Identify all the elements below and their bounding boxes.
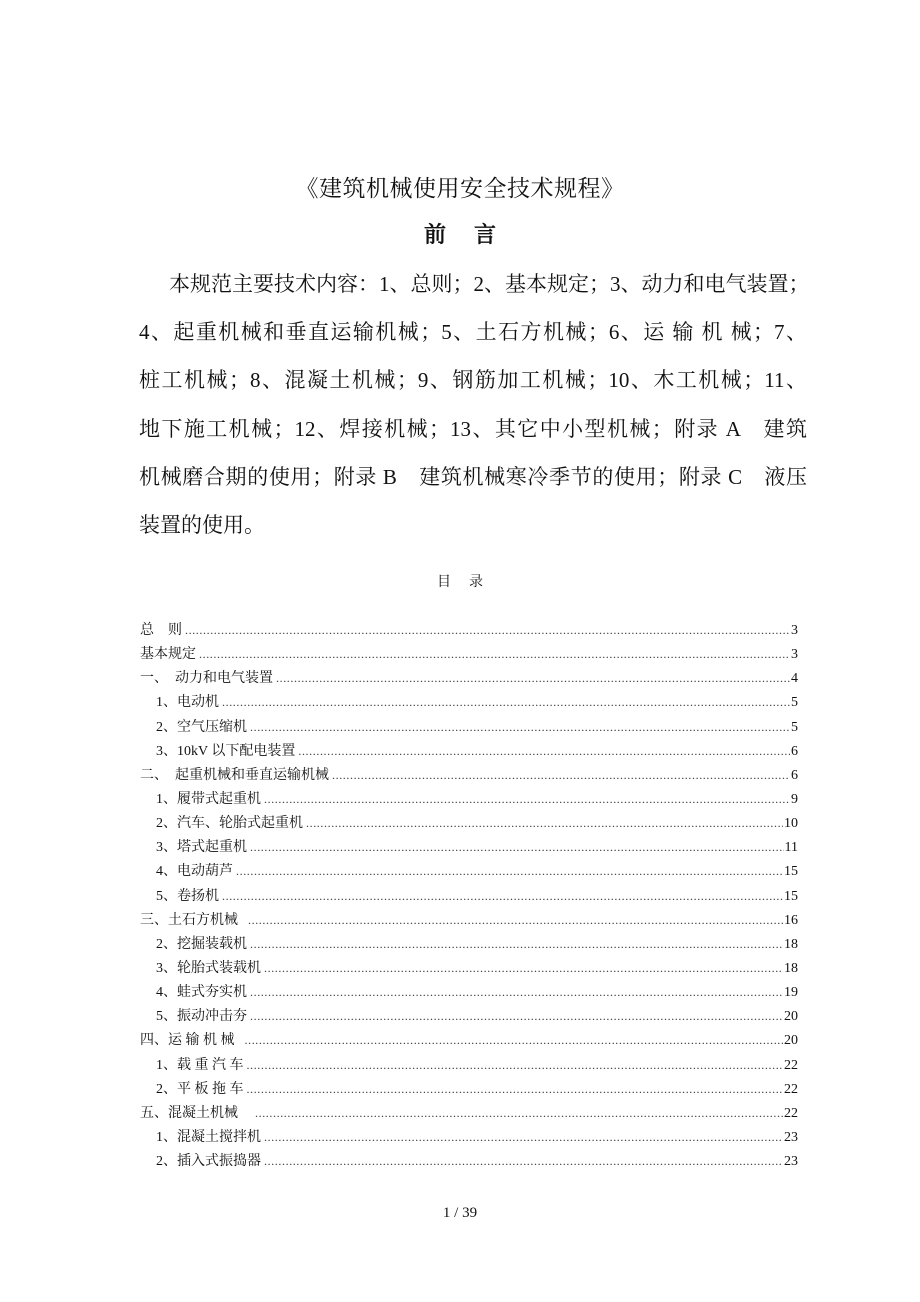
- toc-entry[interactable]: [140, 741, 798, 765]
- toc-entry-page: 16: [784, 912, 798, 928]
- toc-dot-leader: [247, 1055, 784, 1075]
- toc-entry-page: 4: [791, 671, 798, 687]
- toc-entry-label: 总 则: [140, 623, 182, 638]
- toc-dot-leader: [250, 982, 783, 1002]
- preface-heading-char-1: 前: [423, 223, 446, 248]
- page-indicator: 1 / 39: [442, 1205, 478, 1221]
- preface-heading: [0, 218, 920, 249]
- preface-line: 桩工机械；8、混凝土机械；9、钢筋加工机械；10、木工机械；11、: [139, 368, 807, 393]
- toc-entry[interactable]: [140, 1103, 798, 1127]
- toc-entry-label: 一、 动力和电气装置: [140, 671, 273, 687]
- toc-entry[interactable]: [140, 910, 798, 934]
- toc-entry-page: 23: [784, 1129, 798, 1145]
- preface-line: 地下施工机械；12、焊接机械；13、其它中小型机械；附录 A 建筑: [139, 416, 807, 441]
- toc-entry-page: 5: [791, 695, 798, 711]
- toc-entry-page: 10: [784, 816, 798, 832]
- toc-heading-char-1: 目: [437, 575, 451, 590]
- toc-entry[interactable]: [140, 789, 798, 813]
- toc-entry-page: 19: [784, 985, 798, 1001]
- toc-entry-page: 9: [791, 791, 798, 807]
- toc-entry[interactable]: [140, 668, 798, 692]
- toc-dot-leader: [298, 741, 790, 761]
- toc-dot-leader: [250, 1006, 783, 1026]
- toc-entry[interactable]: [140, 958, 798, 982]
- toc-heading: [0, 571, 920, 591]
- toc-entry[interactable]: [140, 1079, 798, 1103]
- toc-entry-page: 18: [784, 936, 798, 952]
- document-title: 《建筑机械使用安全技术规程》: [295, 176, 625, 201]
- toc-entry-label: 基本规定: [140, 647, 196, 663]
- toc-entry-label: 3、10kV 以下配电装置: [156, 743, 296, 759]
- toc-dot-leader: [306, 813, 783, 833]
- toc-entry-page: 5: [791, 719, 798, 735]
- toc-dot-leader: [248, 910, 783, 930]
- toc-entry-label: 1、履带式起重机: [156, 791, 261, 807]
- toc-entry[interactable]: [140, 1055, 798, 1079]
- toc-entry-page: 18: [784, 960, 798, 976]
- toc-entry-label: 2、插入式振捣器: [156, 1154, 261, 1170]
- preface-line: 装置的使用。: [139, 513, 265, 538]
- toc-dot-leader: [250, 934, 783, 954]
- toc-entry-label: 1、电动机: [156, 695, 219, 711]
- toc-entry[interactable]: [140, 982, 798, 1006]
- preface-heading-char-2: 言: [474, 223, 497, 248]
- toc-dot-leader: [199, 644, 790, 664]
- toc-dot-leader: [250, 837, 784, 857]
- toc-entry-page: 20: [784, 1009, 798, 1025]
- toc-dot-leader: [264, 1151, 783, 1171]
- toc-entry-label: 5、振动冲击夯: [156, 1009, 247, 1025]
- toc-entry-label: 三、土石方机械: [140, 912, 245, 928]
- toc-entry-label: 5、卷扬机: [156, 888, 219, 904]
- toc-entry-label: 2、汽车、轮胎式起重机: [156, 816, 303, 832]
- toc-entry-page: 3: [791, 647, 798, 663]
- toc-entry[interactable]: [140, 837, 798, 861]
- toc-entry[interactable]: [140, 1006, 798, 1030]
- toc-entry[interactable]: [140, 692, 798, 716]
- toc-entry-label: 四、运 输 机 械: [140, 1033, 242, 1049]
- toc-dot-leader: [332, 765, 790, 785]
- toc-entry-page: 3: [791, 623, 798, 638]
- toc-entry-label: 1、载 重 汽 车: [156, 1057, 244, 1073]
- toc-entry-page: 22: [784, 1105, 798, 1121]
- toc-entry[interactable]: [140, 886, 798, 910]
- toc-dot-leader: [264, 1127, 783, 1147]
- preface-line: 本规范主要技术内容：1、总则；2、基本规定；3、动力和电气装置；: [169, 272, 810, 296]
- toc-entry[interactable]: [140, 620, 798, 644]
- toc-entry-label: 1、混凝土搅拌机: [156, 1129, 261, 1145]
- toc-entry-label: 2、平 板 拖 车: [156, 1081, 244, 1097]
- toc-entry[interactable]: [140, 765, 798, 789]
- toc-entry-label: 二、 起重机械和垂直运输机械: [140, 767, 329, 783]
- toc-entry-label: 3、轮胎式装载机: [156, 960, 261, 976]
- toc-dot-leader: [264, 789, 790, 809]
- toc-entry-page: 11: [784, 840, 798, 856]
- toc-dot-leader: [250, 717, 790, 737]
- toc-dot-leader: [276, 668, 790, 688]
- toc-dot-leader: [185, 620, 790, 640]
- toc-entry[interactable]: [140, 1030, 798, 1054]
- toc-entry-page: 15: [784, 864, 798, 880]
- toc-entry-label: 五、混凝土机械: [140, 1105, 252, 1121]
- toc-entry[interactable]: [140, 1151, 798, 1175]
- toc-entry-page: 22: [784, 1057, 798, 1073]
- toc-entry-label: 4、电动葫芦: [156, 864, 233, 880]
- toc-entry[interactable]: [140, 813, 798, 837]
- toc-entry[interactable]: [140, 717, 798, 741]
- toc-entry[interactable]: [140, 861, 798, 885]
- toc-entry-label: 3、塔式起重机: [156, 840, 247, 856]
- toc-dot-leader: [236, 861, 783, 881]
- toc-entry-page: 22: [784, 1081, 798, 1097]
- preface-line: 机械磨合期的使用；附录 B 建筑机械寒冷季节的使用；附录 C 液压: [139, 464, 807, 489]
- table-of-contents: [140, 620, 798, 1175]
- toc-dot-leader: [222, 886, 783, 906]
- toc-dot-leader: [255, 1103, 783, 1123]
- toc-dot-leader: [247, 1079, 784, 1099]
- toc-dot-leader: [264, 958, 783, 978]
- toc-entry[interactable]: [140, 934, 798, 958]
- toc-heading-char-2: 录: [469, 575, 483, 590]
- toc-entry-label: 2、挖掘装载机: [156, 936, 247, 952]
- toc-dot-leader: [222, 692, 790, 712]
- toc-entry-label: 4、蛙式夯实机: [156, 985, 247, 1001]
- toc-dot-leader: [245, 1030, 784, 1050]
- toc-entry-page: 23: [784, 1154, 798, 1170]
- toc-entry[interactable]: [140, 1127, 798, 1151]
- toc-entry[interactable]: [140, 644, 798, 668]
- toc-entry-page: 6: [791, 767, 798, 783]
- preface-line: 4、起重机械和垂直运输机械；5、土石方机械；6、运 输 机 械；7、: [139, 320, 807, 345]
- toc-entry-label: 2、空气压缩机: [156, 719, 247, 735]
- preface-paragraph: [139, 260, 810, 549]
- toc-entry-page: 6: [791, 743, 798, 759]
- toc-entry-page: 15: [784, 888, 798, 904]
- toc-entry-page: 20: [784, 1033, 798, 1049]
